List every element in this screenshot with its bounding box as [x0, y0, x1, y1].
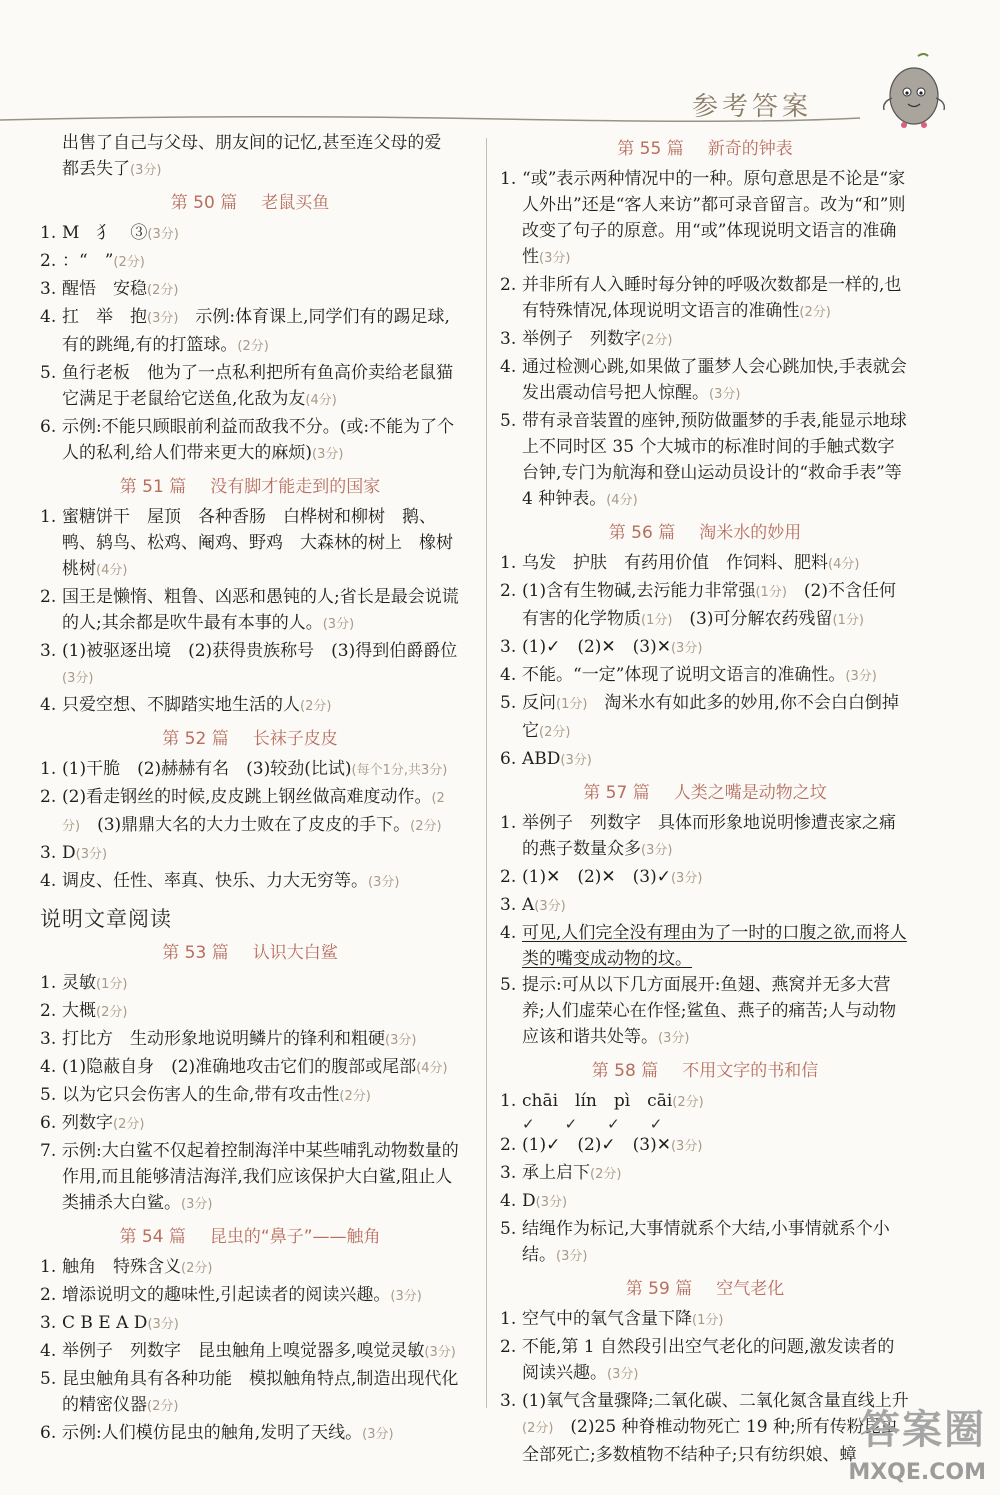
answer-text: (2)25 种脊椎动物死亡 19 种;所有传粉昆虫全部死亡;多数植物不结种子;只有纺织娘、蟑 — [522, 1417, 898, 1465]
section-name: 空气老化 — [716, 1279, 785, 1299]
score: (3分) — [709, 387, 741, 402]
answer-text: (3)鼎鼎大名的大力士败在了皮皮的手下。 — [80, 815, 411, 835]
item-number: 4. — [500, 357, 517, 377]
answer-text: 通过检测心跳,如果做了噩梦人会心跳加快,手表就会发出震动信号把人惊醒。 — [522, 357, 907, 403]
column-divider — [486, 138, 487, 1408]
item-number: 3. — [500, 637, 517, 657]
score: (3分) — [670, 641, 703, 656]
answer-text: 不能,第 1 自然段引出空气老化的问题,激发读者的阅读兴趣。 — [522, 1337, 895, 1383]
score: (1分) — [96, 977, 128, 992]
score: (3分) — [390, 1289, 422, 1304]
answer-text: D — [62, 843, 76, 863]
answer-item — [40, 220, 460, 248]
section-name: 新奇的钟表 — [707, 139, 793, 159]
item-number: 6. — [40, 1423, 57, 1443]
score: (3分) — [658, 1031, 690, 1046]
answer-item — [40, 1254, 460, 1282]
score: (3分) — [362, 1427, 394, 1442]
pear-mascot-icon — [870, 50, 960, 130]
section-name: 昆虫的“鼻子”——触角 — [209, 1227, 381, 1247]
score: (1分) — [755, 585, 787, 600]
answer-text: (1)隐蔽自身 (2)准确地攻击它们的腹部或尾部 — [62, 1057, 417, 1077]
answer-item — [500, 634, 910, 662]
answer-item — [500, 810, 910, 864]
answer-item — [40, 1026, 460, 1054]
answer-text: (2)看走钢丝的时候,皮皮跳上钢丝做高难度动作。 — [62, 787, 432, 807]
intro-line-1: 出售了自己与父母、朋友间的记忆,甚至连父母的爱 — [62, 133, 442, 153]
answer-text: ABD — [522, 749, 561, 769]
section-number: 第 52 篇 — [162, 729, 229, 749]
answer-item — [500, 326, 910, 354]
score: (3分) — [607, 1367, 639, 1382]
answer-text: 示例:人们模仿昆虫的触角,发明了天线。 — [62, 1423, 363, 1443]
section-title-55 — [500, 136, 910, 162]
item-number: 1. — [40, 223, 57, 243]
answer-text: 触角 特殊含义 — [62, 1257, 181, 1277]
answer-text: 淘米水有如此多的妙用,你不会白白倒掉它 — [522, 693, 899, 741]
answer-text: 乌发 护肤 有药用价值 作饲料、肥料 — [522, 553, 828, 573]
answer-text: 鱼行老板 他为了一点私利把所有鱼高价卖给老鼠猫 它满足于老鼠给它送鱼,化敌为友 — [62, 363, 470, 409]
answer-text: 反问 — [522, 693, 556, 713]
answer-item — [500, 1088, 910, 1116]
item-number: 4. — [500, 923, 517, 943]
section-title-52 — [40, 726, 460, 752]
answer-text: 提示:可从以下几方面展开:鱼翅、燕窝并无多大营养;人们虚荣心在作怪;鲨鱼、燕子的痛苦;人与动物应该和谐共处等。 — [522, 975, 897, 1047]
section-title-58 — [500, 1058, 910, 1084]
item-number: 1. — [40, 759, 57, 779]
item-number: 3. — [500, 1163, 517, 1183]
answer-item — [40, 970, 460, 998]
answer-item — [500, 662, 910, 690]
answer-item — [40, 1310, 460, 1338]
section-title-53 — [40, 940, 460, 966]
item-number: 2. — [500, 275, 517, 295]
score: (1分) — [692, 1313, 724, 1328]
answer-item — [500, 1188, 910, 1216]
item-number: 6. — [40, 1113, 57, 1133]
answer-item — [500, 746, 910, 774]
answer-item — [500, 1306, 910, 1334]
answer-item — [40, 304, 460, 360]
intro-line-2: 都丢失了 — [62, 159, 130, 179]
category-title: 说明文章阅读 — [40, 907, 172, 931]
answer-item — [40, 504, 470, 584]
answer-item — [500, 1216, 910, 1270]
answer-text: 示例:不能只顾眼前利益而敌我不分。(或:不能为了个人的私利,给人们带来更大的麻烦) — [62, 417, 455, 463]
item-number: 4. — [500, 1191, 517, 1211]
answer-text: 带有录音装置的座钟,预防做噩梦的手表,能显示地球上不同时区 35 个大城市的标准时间的手触式数字台钟,专门为航海和登山运动员设计的“救命手表”等 4 种钟表。 — [522, 411, 907, 509]
section-name: 认识大白鲨 — [252, 943, 338, 963]
answer-text: 大概 — [62, 1001, 96, 1021]
item-number: 3. — [500, 895, 517, 915]
page-header — [0, 0, 1000, 130]
answer-text: (1)含有生物碱,去污能力非常强 — [522, 581, 756, 601]
section-number: 第 58 篇 — [591, 1061, 659, 1081]
answer-text: (1)干脆 (2)赫赫有名 (3)较劲(比试) — [62, 759, 352, 779]
item-number: 2. — [40, 787, 57, 807]
answer-item — [40, 1420, 460, 1448]
score: (3分) — [62, 671, 94, 686]
score: (3分) — [535, 1195, 568, 1210]
pinyin-check-marks: ✓ ✓ ✓ ✓ — [522, 1115, 663, 1133]
item-number: 3. — [40, 1029, 57, 1049]
answer-text: 以为它只会伤害人的生命,带有攻击性 — [62, 1085, 340, 1105]
answer-text: 醒悟 安稳 — [62, 279, 147, 299]
answer-text: 举例子 列数字 — [522, 329, 641, 349]
answer-item — [500, 408, 910, 514]
answer-item — [500, 1388, 910, 1468]
item-number: 1. — [500, 1091, 517, 1111]
item-number: 2. — [500, 581, 517, 601]
section-title-59 — [500, 1276, 910, 1302]
score: (2分) — [641, 333, 673, 348]
answer-item — [40, 276, 460, 304]
answer-item — [40, 1138, 460, 1218]
item-number: 5. — [40, 1085, 57, 1105]
score: (3分) — [845, 669, 877, 684]
score: (3分) — [560, 753, 592, 768]
item-number: 4. — [40, 871, 57, 891]
section-title-50 — [40, 190, 460, 216]
answer-text: ：“ ” — [62, 251, 114, 271]
answer-text: 蜜糖饼干 屋顶 各种香肠 白桦树和柳树 鹅、鸭、鸫鸟、松鸡、阉鸡、野鸡 大森林的树上 橡树 桃树 — [62, 507, 470, 579]
answer-item — [500, 972, 910, 1052]
answer-item — [40, 756, 460, 784]
score: (3分) — [670, 871, 703, 886]
answer-text: D — [522, 1191, 536, 1211]
item-number: 2. — [500, 1135, 517, 1155]
score: (2分) — [96, 1005, 128, 1020]
answer-item — [500, 550, 910, 578]
answer-item — [40, 360, 470, 414]
answer-text: 示例:大白鲨不仅起着控制海洋中某些哺乳动物数量的作用,而且能够清洁海洋,我们应该保护大白鲨,阻止人类捕杀大白鲨。 — [62, 1141, 459, 1213]
score: (3分) — [130, 163, 162, 178]
answer-item — [40, 840, 460, 868]
section-number: 第 56 篇 — [608, 523, 676, 543]
answer-text: 举例子 列数字 具体而形象地说明惨遭丧家之痛的燕子数量众多 — [522, 813, 896, 859]
answer-item — [40, 638, 460, 692]
item-number: 1. — [40, 507, 57, 527]
score: (2分) — [147, 1399, 179, 1414]
section-title-56 — [500, 520, 910, 546]
item-number: 1. — [500, 553, 517, 573]
item-number: 6. — [40, 417, 57, 437]
item-number: 3. — [500, 1391, 517, 1411]
answer-item — [40, 1282, 460, 1310]
item-number: 2. — [40, 1285, 57, 1305]
score: (2分) — [590, 1167, 622, 1182]
score: (4分) — [416, 1061, 448, 1076]
item-number: 3. — [40, 279, 57, 299]
item-number: 5. — [500, 693, 517, 713]
item-number: 2. — [40, 251, 57, 271]
item-number: 2. — [40, 587, 57, 607]
answer-item — [500, 892, 910, 920]
score: (2分) — [672, 1095, 704, 1110]
answer-item — [40, 414, 460, 468]
score: (2分) — [147, 283, 179, 298]
section-number: 第 57 篇 — [583, 783, 650, 803]
answer-text: 只爱空想、不脚踏实地生活的人 — [62, 695, 300, 715]
item-number: 4. — [40, 1341, 57, 1361]
answer-item — [40, 1110, 460, 1138]
score: (3分) — [424, 1345, 456, 1360]
item-number: 5. — [500, 411, 517, 431]
left-column — [40, 130, 470, 1448]
score: (2分) — [799, 305, 831, 320]
item-number: 7. — [40, 1141, 57, 1161]
score: (3分) — [539, 251, 571, 266]
section-title-54 — [40, 1224, 460, 1250]
answer-item — [500, 1132, 910, 1160]
pinyin-answer: chāi lín pì cāi — [522, 1091, 673, 1111]
score: (3分) — [147, 311, 179, 326]
answer-item — [500, 354, 910, 408]
answer-item — [500, 920, 910, 972]
item-number: 1. — [40, 973, 57, 993]
score: (3分) — [147, 227, 179, 242]
answer-item — [500, 578, 910, 634]
score: (3分) — [147, 1317, 179, 1332]
answer-text: 列数字 — [62, 1113, 113, 1133]
score: (3分) — [641, 843, 673, 858]
item-number: 1. — [500, 169, 517, 189]
score: (3分) — [368, 875, 400, 890]
answer-text: (2)不含任何有害的化学物质 — [522, 581, 896, 629]
answer-text: 不能。“一定”体现了说明文语言的准确性。 — [522, 665, 846, 685]
answer-item — [500, 272, 910, 326]
score: (1分) — [641, 613, 673, 628]
section-number: 第 51 篇 — [119, 477, 187, 497]
section-name: 长袜子皮皮 — [252, 729, 338, 749]
section-name: 不用文字的书和信 — [682, 1061, 819, 1081]
intro-text — [40, 130, 460, 184]
answer-text: C B E A D — [62, 1313, 148, 1333]
answer-text: (1)氧气含量骤降;二氧化碳、二氧化氮含量直线上升 — [522, 1391, 909, 1411]
score: (2分) — [339, 1089, 371, 1104]
score: (3分) — [556, 1249, 588, 1264]
answer-text: 并非所有人入睡时每分钟的呼吸次数都是一样的,也有特殊情况,体现说明文语言的准确性 — [522, 275, 902, 321]
item-number: 4. — [40, 307, 57, 327]
score: (2分) — [181, 1261, 213, 1276]
answer-text: M 犭 ③ — [62, 223, 148, 243]
answer-item — [40, 584, 460, 638]
item-number: 4. — [40, 695, 57, 715]
answer-text: (1)✓ (2)✕ (3)✕ — [522, 637, 671, 657]
watermark-logo: 答案圈 — [860, 1407, 986, 1453]
score: (3分) — [385, 1033, 417, 1048]
score: (2分) — [300, 699, 332, 714]
answer-text: 增添说明文的趣味性,引起读者的阅读兴趣。 — [62, 1285, 391, 1305]
answer-item — [40, 248, 460, 276]
item-number: 5. — [500, 975, 517, 995]
section-name: 老鼠买鱼 — [261, 193, 330, 213]
item-number: 3. — [40, 1313, 57, 1333]
underlined-answer-text: 可见,人们完全没有理由为了一时的口腹之欲,而将人类的嘴变成动物的坟。 — [522, 923, 907, 969]
score: (3分) — [670, 1139, 703, 1154]
item-number: 3. — [40, 843, 57, 863]
score: (1分) — [832, 613, 864, 628]
header-rule — [0, 112, 1000, 126]
score: (每个1分,共3分) — [351, 763, 448, 778]
answer-text: A — [522, 895, 535, 915]
answer-item — [40, 1054, 460, 1082]
score: (4分) — [305, 393, 337, 408]
item-number: 4. — [40, 1057, 57, 1077]
score: (2分) — [237, 339, 269, 354]
section-name: 人类之嘴是动物之坟 — [673, 783, 827, 803]
section-title-57 — [500, 780, 910, 806]
item-number: 2. — [500, 1337, 517, 1357]
answer-text: 示例:体育课上,同学们有的踢足球,有的跳绳,有的打篮球。 — [62, 307, 450, 355]
score: (4分) — [828, 557, 860, 572]
watermark-text: MXQE.COM — [848, 1460, 986, 1485]
score: (2分) — [113, 255, 145, 270]
answer-text: 昆虫触角具有各种功能 模拟触角特点,制造出现代化的精密仪器 — [62, 1369, 459, 1415]
answer-item — [500, 166, 910, 272]
score: (3分) — [534, 899, 566, 914]
score: (2分) — [539, 725, 571, 740]
score: (3分) — [322, 617, 355, 632]
answer-item — [500, 690, 910, 746]
answer-item — [40, 998, 460, 1026]
section-number: 第 53 篇 — [162, 943, 229, 963]
answer-item — [40, 1366, 460, 1420]
right-column — [500, 130, 910, 1468]
section-name: 没有脚才能走到的国家 — [210, 477, 381, 497]
answer-text: (3)可分解农药残留 — [672, 609, 833, 629]
answer-text: 国王是懒惰、粗鲁、凶恶和愚钝的人;省长是最会说谎的人;其余都是吹牛最有本事的人。 — [62, 587, 459, 633]
item-number: 6. — [500, 749, 517, 769]
answer-text: 举例子 列数字 昆虫触角上嗅觉器多,嗅觉灵敏 — [62, 1341, 425, 1361]
item-number: 1. — [40, 1257, 57, 1277]
page-title: 参考答案 — [691, 92, 812, 122]
score: (4分) — [606, 493, 638, 508]
section-title-51 — [40, 474, 460, 500]
score: (2分) — [522, 1421, 554, 1436]
answer-item — [40, 692, 460, 720]
item-number: 3. — [500, 329, 517, 349]
answer-text: (1)✕ (2)✕ (3)✓ — [522, 867, 671, 887]
answer-item — [40, 1338, 460, 1366]
section-name: 淘米水的妙用 — [699, 523, 802, 543]
score: (2分) — [410, 819, 442, 834]
answer-text: 结绳作为标记,大事情就系个大结,小事情就系个小结。 — [522, 1219, 890, 1265]
score: (3分) — [181, 1197, 213, 1212]
score: (2分) — [62, 791, 445, 834]
section-number: 第 50 篇 — [170, 193, 238, 213]
answer-item — [40, 868, 460, 896]
item-number: 2. — [500, 867, 517, 887]
item-number: 5. — [500, 1219, 517, 1239]
item-number: 5. — [40, 363, 57, 383]
answer-text: 扛 举 抱 — [62, 307, 147, 327]
answer-text: 调皮、任性、率真、快乐、力大无穷等。 — [62, 871, 368, 891]
item-number: 1. — [500, 813, 517, 833]
answer-text: “或”表示两种情况中的一种。原句意思是不论是“家人外出”还是“客人来访”都可录音留言。改为“和”则改变了句子的原意。用“或”体现说明文语言的准确性 — [522, 169, 906, 267]
answer-text: 空气中的氧气含量下降 — [522, 1309, 692, 1329]
score: (2分) — [113, 1117, 145, 1132]
section-number: 第 55 篇 — [617, 139, 684, 159]
section-number: 第 59 篇 — [625, 1279, 693, 1299]
item-number: 2. — [40, 1001, 57, 1021]
score: (3分) — [75, 847, 108, 862]
item-number: 1. — [500, 1309, 517, 1329]
item-number: 4. — [500, 665, 517, 685]
section-number: 第 54 篇 — [119, 1227, 186, 1247]
item-number: 5. — [40, 1369, 57, 1389]
answer-text: 打比方 生动形象地说明鳞片的锋利和粗硬 — [62, 1029, 385, 1049]
answer-item — [40, 784, 460, 840]
answer-text: (1)✓ (2)✓ (3)✕ — [522, 1135, 671, 1155]
answer-text: (1)被驱逐出境 (2)获得贵族称号 (3)得到伯爵爵位 — [62, 641, 458, 661]
score: (1分) — [556, 697, 588, 712]
answer-text: 灵敏 — [62, 973, 96, 993]
answer-text: 承上启下 — [522, 1163, 590, 1183]
answer-item — [500, 1160, 910, 1188]
score: (3分) — [312, 447, 344, 462]
item-number: 3. — [40, 641, 57, 661]
answer-item — [500, 1334, 910, 1388]
answer-item — [40, 1082, 460, 1110]
score: (4分) — [96, 563, 128, 578]
answer-item — [500, 864, 910, 892]
